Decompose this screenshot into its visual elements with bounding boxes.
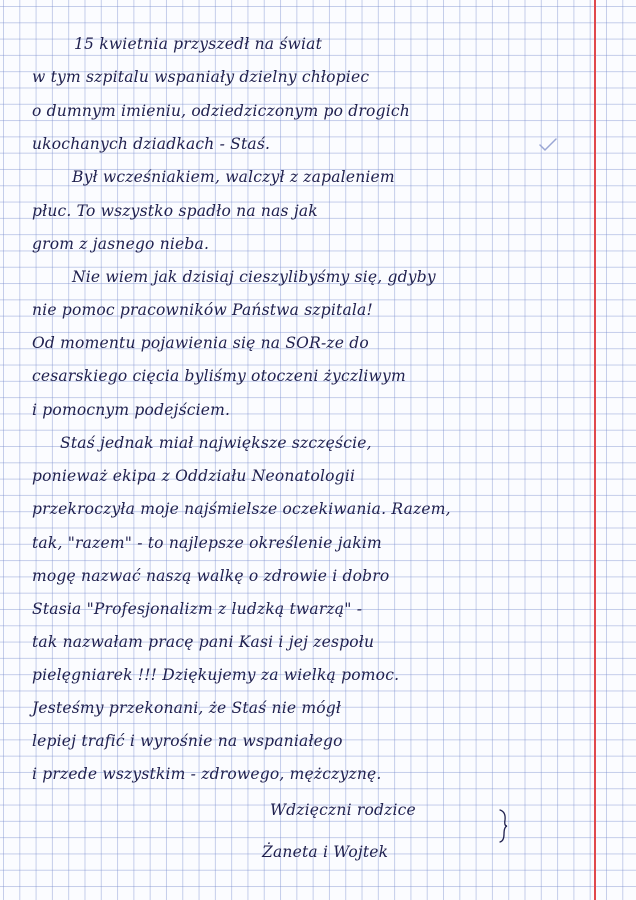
letter-signature: Żaneta i Wojtek bbox=[262, 843, 389, 861]
letter-line: tak nazwałam pracę pani Kasi i jej zespołu bbox=[32, 633, 375, 651]
letter-line: Stasia "Profesjonalizm z ludzką twarzą" - bbox=[32, 600, 363, 618]
letter-line: i przede wszystkim - zdrowego, mężczyznę. bbox=[32, 765, 382, 783]
letter-line: Od momentu pojawienia się na SOR-ze do bbox=[32, 334, 369, 352]
letter-line: nie pomoc pracowników Państwa szpitala! bbox=[32, 301, 373, 319]
letter-line: ponieważ ekipa z Oddziału Neonatologii bbox=[32, 467, 356, 485]
letter-closing: Wdzięczni rodzice bbox=[270, 801, 416, 819]
letter-line: lepiej trafić i wyrośnie na wspaniałego bbox=[32, 732, 343, 750]
letter-line: ukochanych dziadkach - Staś. bbox=[32, 135, 271, 153]
letter-line: Był wcześniakiem, walczył z zapaleniem bbox=[72, 168, 395, 186]
letter-line: Jesteśmy przekonani, że Staś nie mógł bbox=[32, 699, 342, 717]
letter-line: 15 kwietnia przyszedł na świat bbox=[74, 35, 322, 53]
letter-line: Nie wiem jak dzisiaj cieszylibyśmy się, gdyby bbox=[72, 268, 436, 286]
letter-line: pielęgniarek !!! Dziękujemy za wielką pomoc. bbox=[32, 666, 400, 684]
letter-line: tak, "razem" - to najlepsze określenie jakim bbox=[32, 534, 382, 552]
closing-brace-mark-icon bbox=[498, 808, 508, 844]
letter-line: grom z jasnego nieba. bbox=[32, 235, 210, 253]
letter-line: płuc. To wszystko spadło na nas jak bbox=[32, 202, 318, 220]
letter-line: i pomocnym podejściem. bbox=[32, 401, 231, 419]
letter-line: w tym szpitalu wspaniały dzielny chłopiec bbox=[32, 68, 370, 86]
letter-line: o dumnym imieniu, odziedziczonym po drogich bbox=[32, 102, 410, 120]
letter-line: cesarskiego cięcia byliśmy otoczeni życzliwym bbox=[32, 367, 406, 385]
letter-line: przekroczyła moje najśmielsze oczekiwania. Razem, bbox=[32, 500, 451, 518]
letter-line: mogę nazwać naszą walkę o zdrowie i dobro bbox=[32, 567, 390, 585]
letter-line: Staś jednak miał największe szczęście, bbox=[60, 434, 372, 452]
